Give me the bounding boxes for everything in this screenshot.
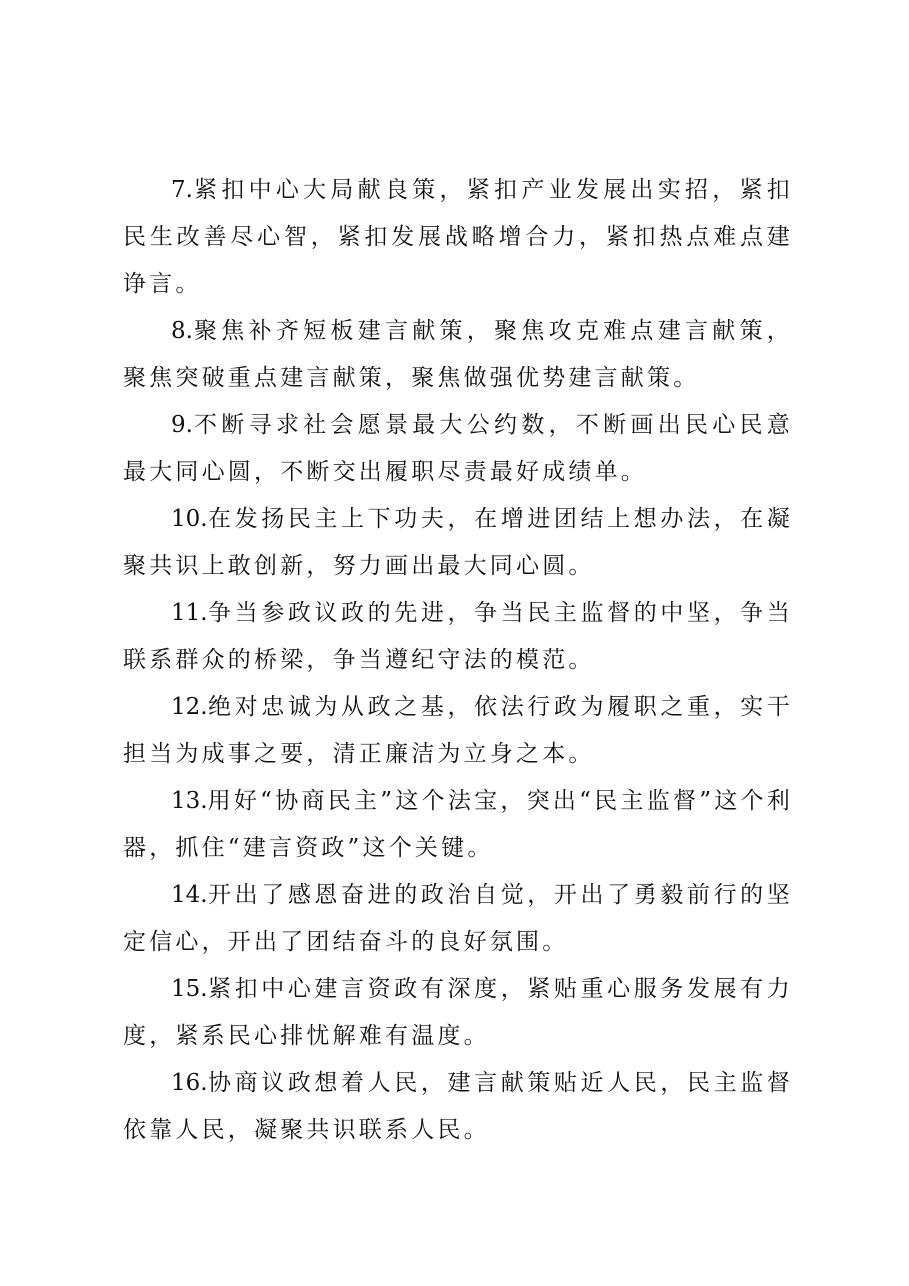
paragraph-text: 用好“协商民主”这个法宝，突出“民主监督”这个利器，抓住“建言资政”这个关键。 <box>123 788 793 861</box>
paragraph-number: 15. <box>171 976 208 1002</box>
paragraph-text: 争当参政议政的先进，争当民主监督的中坚，争当联系群众的桥梁，争当遵纪守法的模范。 <box>123 600 793 673</box>
paragraph-12 <box>123 684 793 778</box>
paragraph-8 <box>123 308 793 402</box>
paragraph-number: 12. <box>171 694 208 720</box>
paragraph-7 <box>123 167 793 308</box>
paragraph-number: 8. <box>171 318 193 344</box>
paragraph-number: 14. <box>171 882 208 908</box>
paragraph-text: 聚焦补齐短板建言献策，聚焦攻克难点建言献策，聚焦突破重点建言献策，聚焦做强优势建言献策。 <box>123 318 793 391</box>
paragraph-text: 绝对忠诚为从政之基，依法行政为履职之重，实干担当为成事之要，清正廉洁为立身之本。 <box>123 694 793 767</box>
paragraph-number: 16. <box>171 1070 208 1096</box>
paragraph-text: 协商议政想着人民，建言献策贴近人民，民主监督依靠人民，凝聚共识联系人民。 <box>123 1070 793 1143</box>
paragraph-number: 7. <box>171 177 193 203</box>
paragraph-text: 紧扣中心大局献良策，紧扣产业发展出实招，紧扣民生改善尽心智，紧扣发展战略增合力，紧扣热点难点建诤言。 <box>123 177 793 297</box>
paragraph-number: 9. <box>171 412 193 438</box>
paragraph-text: 紧扣中心建言资政有深度，紧贴重心服务发展有力度，紧系民心排忧解难有温度。 <box>123 976 793 1049</box>
paragraph-10 <box>123 496 793 590</box>
paragraph-11 <box>123 590 793 684</box>
paragraph-16 <box>123 1060 793 1154</box>
paragraph-number: 10. <box>171 506 208 532</box>
paragraph-15 <box>123 966 793 1060</box>
paragraph-text: 在发扬民主上下功夫，在增进团结上想办法，在凝聚共识上敢创新，努力画出最大同心圆。 <box>123 506 793 579</box>
paragraph-number: 13. <box>171 788 208 814</box>
paragraph-14 <box>123 872 793 966</box>
paragraph-13 <box>123 778 793 872</box>
paragraph-9 <box>123 402 793 496</box>
document-body <box>123 167 793 1154</box>
paragraph-text: 不断寻求社会愿景最大公约数，不断画出民心民意最大同心圆，不断交出履职尽责最好成绩单。 <box>123 412 793 485</box>
paragraph-number: 11. <box>171 600 208 626</box>
paragraph-text: 开出了感恩奋进的政治自觉，开出了勇毅前行的坚定信心，开出了团结奋斗的良好氛围。 <box>123 882 793 955</box>
